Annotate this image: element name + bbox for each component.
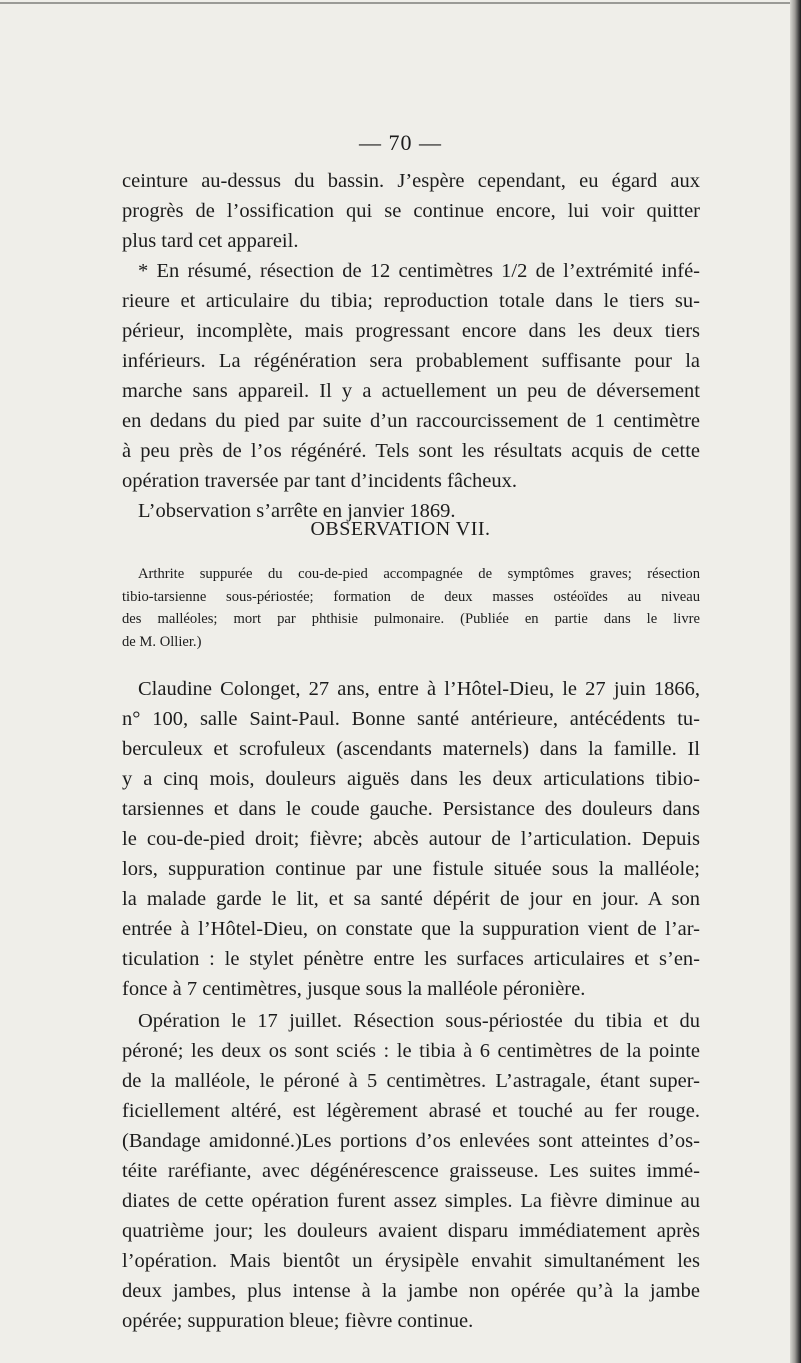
text-line: tibio-tarsienne sous-périostée; formation de deux masses ostéoïdes au niveau xyxy=(122,588,700,605)
page-edge-shadow xyxy=(790,0,801,1363)
paragraph-summary xyxy=(122,256,700,526)
text-line: marche sans appareil. Il y a actuellement un peu de déversement xyxy=(122,380,700,402)
text-line: progrès de l’ossification qui se continue encore, lui voir quitter xyxy=(122,200,700,222)
text-line: quatrième jour; les douleurs avaient disparu immédiatement après xyxy=(122,1220,700,1242)
text-line: berculeux et scrofuleux (ascendants maternels) dans la famille. Il xyxy=(122,738,700,760)
observation-abstract xyxy=(122,563,700,653)
text-line: l’opération. Mais bientôt un érysipèle envahit simultanément les xyxy=(122,1250,700,1272)
text-line: de la malléole, le péroné à 5 centimètres. L’astragale, étant super- xyxy=(122,1070,700,1092)
text-line: des malléoles; mort par phthisie pulmonaire. (Publiée en partie dans le livre xyxy=(122,611,700,627)
page-number: — 70 — xyxy=(359,130,442,155)
text-line: de M. Ollier.) xyxy=(122,633,202,650)
text-line: y a cinq mois, douleurs aiguës dans les deux articulations tibio- xyxy=(122,768,700,790)
text-line: * En résumé, résection de 12 centimètres 1/2 de l’extrémité infé- xyxy=(138,260,700,282)
text-line: plus tard cet appareil. xyxy=(122,230,299,252)
text-line: opération traversée par tant d’incidents fâcheux. xyxy=(122,470,518,492)
text-line: (Bandage amidonné.)Les portions d’os enlevées sont atteintes d’os- xyxy=(122,1130,700,1152)
section-heading: OBSERVATION VII. xyxy=(310,518,491,540)
text-line: fonce à 7 centimètres, jusque sous la malléole péronière. xyxy=(122,978,586,1000)
text-line: L’observation s’arrête en janvier 1869. xyxy=(138,500,456,522)
text-line: Arthrite suppurée du cou-de-pied accompagnée de symptômes graves; résection xyxy=(138,566,700,582)
text-line: en dedans du pied par suite d’un raccourcissement de 1 centimètre xyxy=(122,410,700,432)
text-line: lors, suppuration continue par une fistule située sous la malléole; xyxy=(122,858,700,880)
text-line: ticulation : le stylet pénètre entre les surfaces articulaires et s’en- xyxy=(122,948,700,970)
text-line: la malade garde le lit, et sa santé dépérit de jour en jour. A son xyxy=(122,888,700,910)
text-line: périeur, incomplète, mais progressant encore dans les deux tiers xyxy=(122,320,700,342)
text-line: inférieurs. La régénération sera probablement suffisante pour la xyxy=(122,350,700,372)
text-line: deux jambes, plus intense à la jambe non opérée qu’à la jambe xyxy=(122,1280,700,1302)
paragraph-case xyxy=(122,674,700,1004)
text-line: rieure et articulaire du tibia; reproduction totale dans le tiers su- xyxy=(122,290,700,312)
text-line: péroné; les deux os sont sciés : le tibia à 6 centimètres de la pointe xyxy=(122,1040,700,1062)
paragraph-operation xyxy=(122,1006,700,1336)
paragraph-top xyxy=(122,166,700,256)
text-line: tarsiennes et dans le coude gauche. Persistance des douleurs dans xyxy=(122,798,700,820)
text-line: Claudine Colonget, 27 ans, entre à l’Hôtel-Dieu, le 27 juin 1866, xyxy=(138,678,700,700)
text-line: ceinture au-dessus du bassin. J’espère cependant, eu égard aux xyxy=(122,170,700,192)
top-rule xyxy=(0,2,790,4)
text-line: n° 100, salle Saint-Paul. Bonne santé antérieure, antécédents tu- xyxy=(122,708,700,730)
text-line: ficiellement altéré, est légèrement abrasé et touché au fer rouge. xyxy=(122,1100,700,1122)
text-line: à peu près de l’os régénéré. Tels sont les résultats acquis de cette xyxy=(122,440,700,462)
text-line: Opération le 17 juillet. Résection sous-périostée du tibia et du xyxy=(138,1010,700,1032)
text-line: téite raréfiante, avec dégénérescence graisseuse. Les suites immé- xyxy=(122,1160,700,1182)
text-line: le cou-de-pied droit; fièvre; abcès autour de l’articulation. Depuis xyxy=(122,828,700,850)
text-line: entrée à l’Hôtel-Dieu, on constate que la suppuration vient de l’ar- xyxy=(122,918,700,940)
text-line: opérée; suppuration bleue; fièvre continue. xyxy=(122,1310,474,1332)
text-line: diates de cette opération furent assez simples. La fièvre diminue au xyxy=(122,1190,700,1212)
